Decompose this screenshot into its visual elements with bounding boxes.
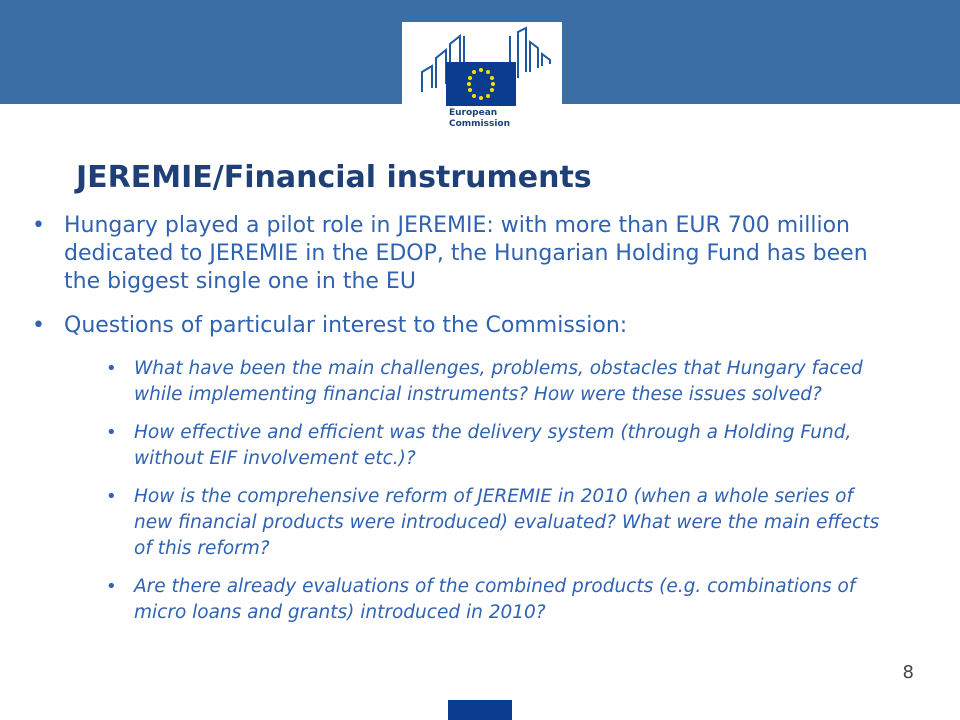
bullet-list bbox=[28, 212, 908, 638]
logo-line-1: European bbox=[449, 108, 498, 118]
european-commission-logo bbox=[402, 22, 562, 138]
sub-bullet-challenges: • What have been the main challenges, problems, obstacles that Hungary faced while implementing financial instruments? How were these issues solved? bbox=[106, 356, 894, 408]
slide-title: JEREMIE/Financial instruments bbox=[76, 160, 592, 195]
bullet-hungary-pilot: • Hungary played a pilot role in JEREMIE: with more than EUR 700 million dedicated to JEREMIE in the EDOP, the Hungarian Holding Fund has been the biggest single one in the EU bbox=[28, 212, 908, 296]
bullet-questions-header: • Questions of particular interest to the Commission: bbox=[28, 312, 908, 340]
page-number: 8 bbox=[902, 662, 914, 683]
eu-flag-strip bbox=[448, 700, 512, 720]
sub-bullet-reform-2010: • How is the comprehensive reform of JEREMIE in 2010 (when a whole series of new financial products were introduced) evaluated? What were the main effects of this reform? bbox=[106, 484, 894, 562]
sub-bullet-evaluations: • Are there already evaluations of the combined products (e.g. combinations of micro loans and grants) introduced in 2010? bbox=[106, 574, 894, 626]
sub-bullet-delivery-system: • How effective and efficient was the delivery system (through a Holding Fund, without EIF involvement etc.)? bbox=[106, 420, 894, 472]
logo-line-2: Commission bbox=[449, 119, 511, 129]
